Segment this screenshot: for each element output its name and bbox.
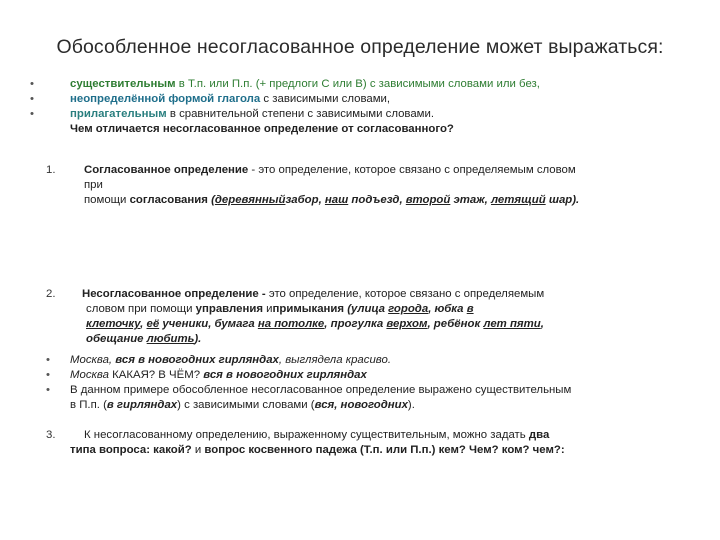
paragraph-line: Согласованное определение - это определение, которое связано с определяемым словом xyxy=(84,164,576,176)
paragraph-number: 3. xyxy=(46,429,56,441)
bullet-term: прилагательным xyxy=(70,108,167,120)
paragraph-line: К несогласованному определению, выраженному существительным, можно задать два xyxy=(84,429,550,441)
bullet-item-adjective xyxy=(30,107,540,122)
bullet-text: с зависимыми словами, xyxy=(260,93,391,105)
bullet-marker: • xyxy=(46,384,50,396)
question-line xyxy=(30,122,540,137)
paragraph-line: типа вопроса: какой? и вопрос косвенного падежа (Т.п. или П.п.) кем? Чем? ком? чем?: xyxy=(70,444,565,456)
paragraph-number: 1. xyxy=(46,164,56,176)
paragraph-line: словом при помощи управления ипримыкания (улица города, юбка в xyxy=(86,303,474,315)
bullet-item-noun xyxy=(30,77,540,92)
paragraph-line: клеточку, её ученики, бумага на потолке, прогулка верхом, ребёнок лет пяти, xyxy=(86,318,544,330)
bullet-item-infinitive xyxy=(30,92,540,107)
paragraph-line: обещание любить). xyxy=(86,333,202,345)
paragraph-line: Несогласованное определение - это определение, которое связано с определяемым xyxy=(82,288,545,300)
paragraph-1 xyxy=(46,163,696,208)
bullet-list-2 xyxy=(46,353,696,413)
question-text: Чем отличается несогласованное определение от согласованного? xyxy=(70,123,454,135)
paragraph-3 xyxy=(46,428,696,458)
bullet-term: существительным xyxy=(70,78,176,90)
example-bullet: • Москва КАКАЯ? В ЧЁМ? вся в новогодних гирляндах xyxy=(46,369,367,381)
slide-title: Обособленное несогласованное определение может выражаться: xyxy=(56,36,664,58)
paragraph-2 xyxy=(46,287,696,347)
bullet-list-1 xyxy=(30,77,540,137)
paragraph-line: помощи согласования (деревянныйзабор, наш подъезд, второй этаж, летящий шар). xyxy=(84,194,580,206)
bullet-term: неопределённой формой глагола xyxy=(70,93,261,105)
bullet-marker: • xyxy=(30,93,34,105)
bullet-marker: • xyxy=(46,369,50,381)
bullet-marker: • xyxy=(30,108,34,120)
example-bullet: • Москва, вся в новогодних гирляндах, выглядела красиво. xyxy=(46,354,391,366)
bullet-marker: • xyxy=(46,354,50,366)
explanation-bullet: • В данном примере обособленное несогласованное определение выражено существительным в П.п. (в гирляндах) с зависимыми словами (вся, новогодних). xyxy=(46,384,572,411)
bullet-marker: • xyxy=(30,78,34,90)
bullet-text: в сравнительной степени с зависимыми словами. xyxy=(166,108,435,120)
bullet-text: в Т.п. или П.п. (+ предлоги С или В) с зависимыми словами или без, xyxy=(175,78,540,90)
paragraph-line: при xyxy=(84,179,103,191)
paragraph-number: 2. xyxy=(46,288,56,300)
